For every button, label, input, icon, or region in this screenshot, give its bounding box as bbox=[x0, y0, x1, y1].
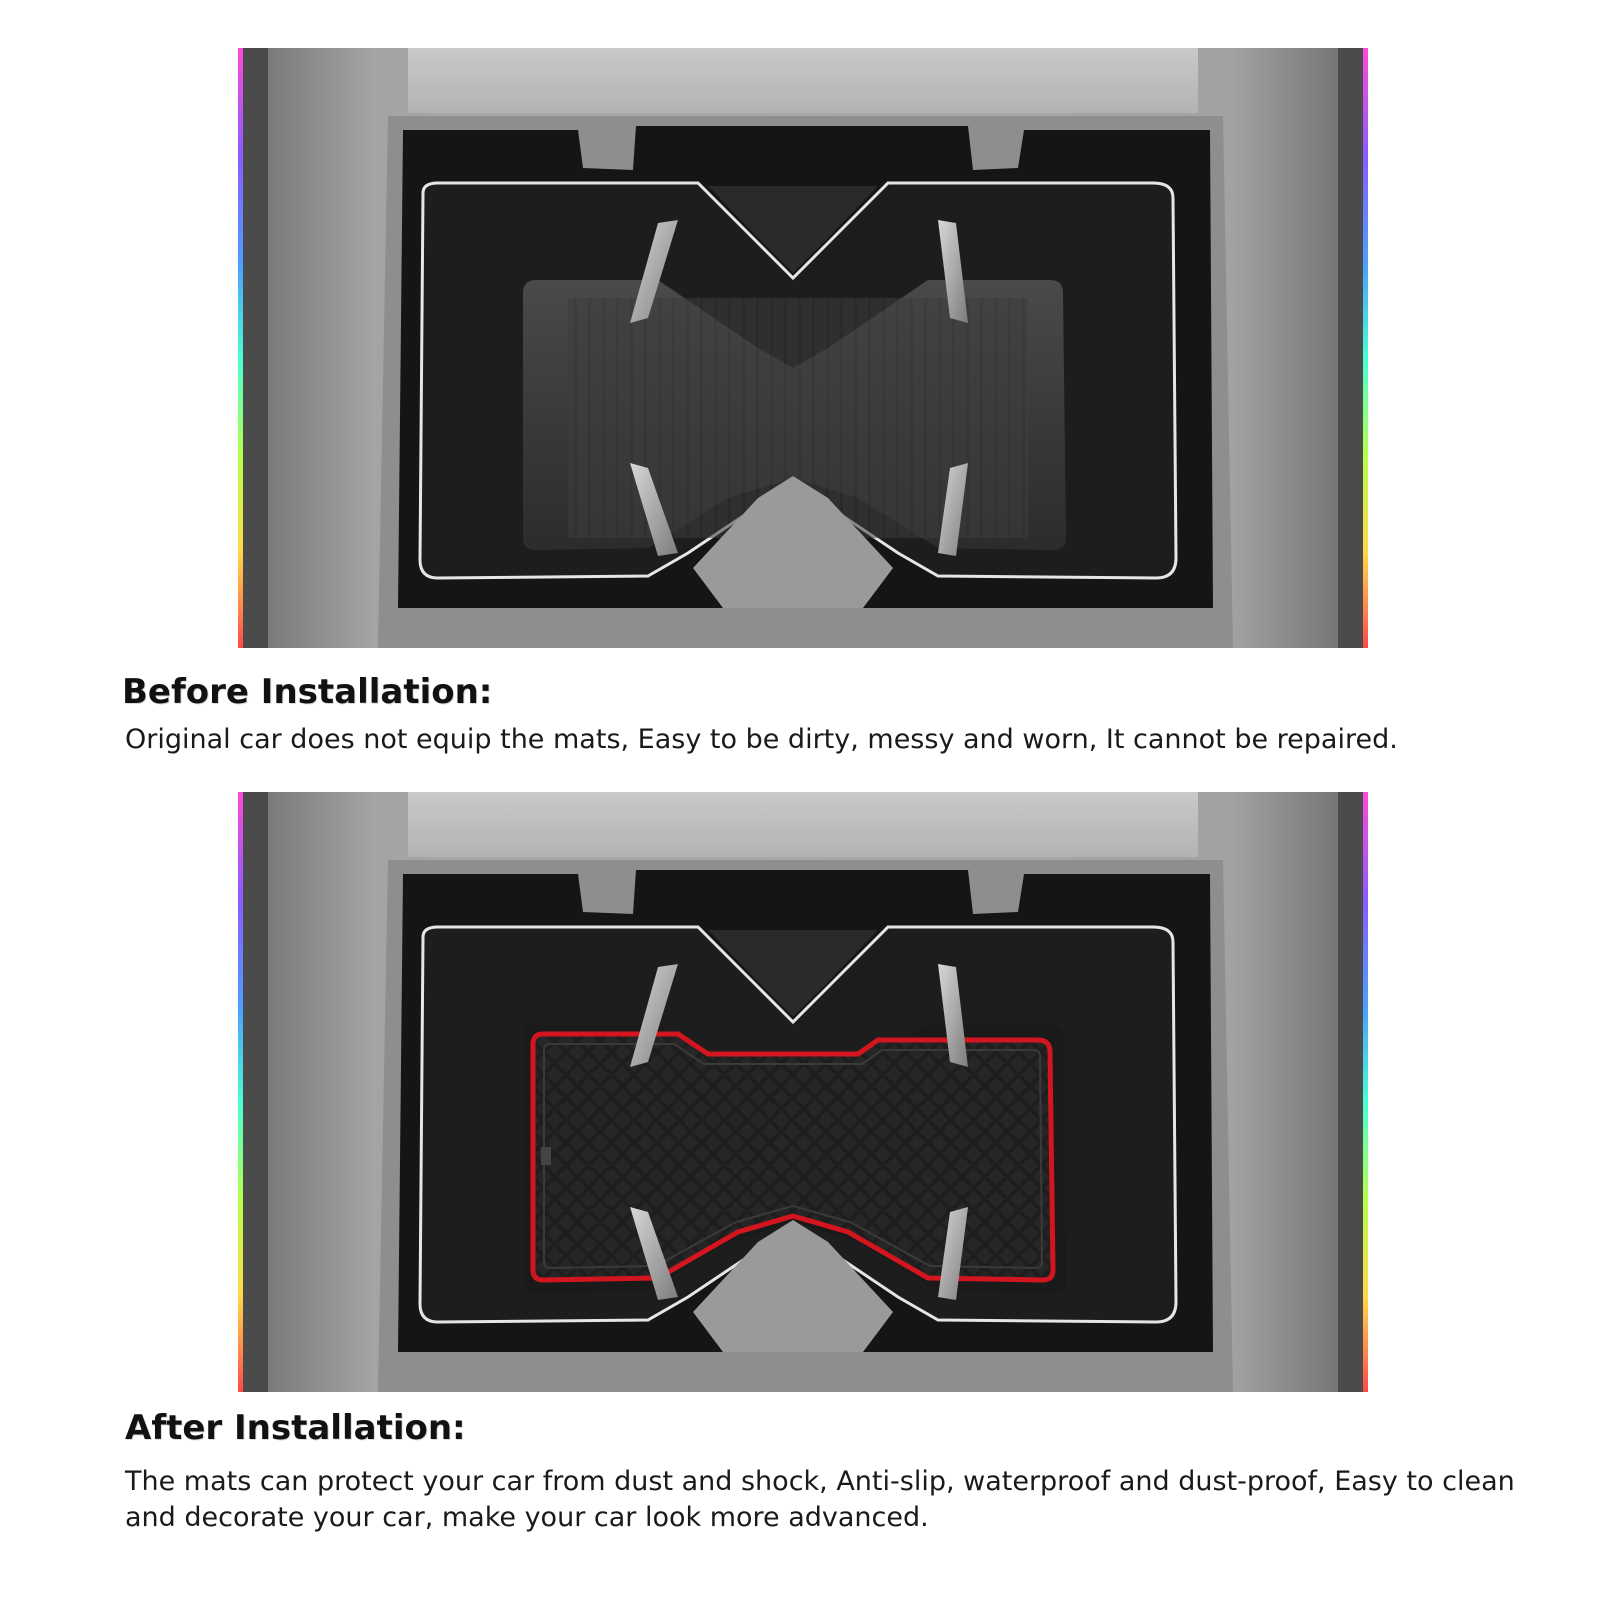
before-installation-description: Original car does not equip the mats, Easy to be dirty, messy and worn, It cannot be repaired. bbox=[125, 724, 1398, 755]
cup-holder-before-image bbox=[238, 48, 1368, 648]
before-installation-heading: Before Installation: bbox=[122, 672, 493, 712]
after-installation-photo bbox=[238, 792, 1368, 1392]
before-installation-photo bbox=[238, 48, 1368, 648]
cup-holder-after-image bbox=[238, 792, 1368, 1392]
after-installation-description: The mats can protect your car from dust and shock, Anti-slip, waterproof and dust-proof, Easy to clean and decorate your car, make your car look more advanced. bbox=[125, 1466, 1515, 1533]
after-installation-heading: After Installation: bbox=[125, 1408, 466, 1448]
